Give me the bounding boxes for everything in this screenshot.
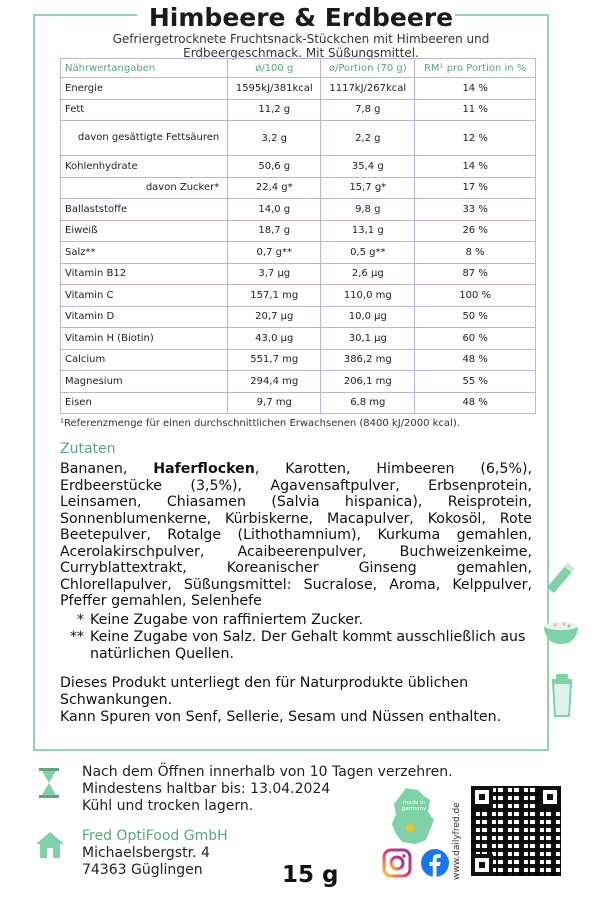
company-city: 74363 Güglingen [82,862,203,878]
nutrient-value: 9,7 mg [228,392,321,414]
nutrient-value: 55 % [415,371,536,393]
nutrient-value: 10,0 µg [321,306,415,328]
company-address [82,828,228,879]
nutrient-value: 14 % [415,78,536,100]
storage-line: Kühl und trocken lagern. [82,798,254,814]
nutrient-name: Salz** [61,242,228,264]
nutrient-value: 12 % [415,121,536,156]
storage-line: Nach dem Öffnen innerhalb von 10 Tagen verzehren. [82,764,453,780]
nutrient-value: 30,1 µg [321,328,415,350]
shaker-icon [548,672,576,718]
nutrient-value: 6,8 mg [321,392,415,414]
nutrient-name: Vitamin B12 [61,263,228,285]
website-link[interactable]: www.dailyfred.de [452,802,462,880]
nutrient-name: Vitamin H (Biotin) [61,328,228,350]
product-subtitle: Gefriergetrocknete Fruchtsnack-Stückchen mit Himbeeren und Erdbeergeschmack. Mit Süßungsmittel. [112,32,490,60]
nutrient-value: 1117kJ/267kcal [321,78,415,100]
table-row [61,199,536,221]
net-weight: 15 g [282,862,339,888]
nutrient-value: 48 % [415,349,536,371]
nutrition-table [60,58,536,414]
nutrient-value: 26 % [415,220,536,242]
disclaimer-line: Kann Spuren von Senf, Sellerie, Sesam und Nüssen enthalten. [60,709,502,725]
disclaimer [60,675,540,726]
header-cell: RM¹ pro Portion in % [415,59,536,78]
company-street: Michaelsbergstr. 4 [82,845,210,861]
nutrient-value: 14,0 g [228,199,321,221]
storage-line: Mindestens haltbar bis: 13.04.2024 [82,781,331,797]
nutrient-value: 551,7 mg [228,349,321,371]
nutrient-value: 35,4 g [321,156,415,178]
hourglass-icon [36,767,62,799]
nutrient-value: 20,7 µg [228,306,321,328]
nutrient-value: 87 % [415,263,536,285]
disclaimer-line: Dieses Produkt unterliegt den für Naturprodukte üblichen Schwankungen. [60,675,469,708]
nutrient-value: 50 % [415,306,536,328]
nutrient-value: 22,4 g* [228,177,321,199]
nutrient-value: 157,1 mg [228,285,321,307]
nutrient-value: 3,2 g [228,121,321,156]
table-row [61,242,536,264]
header-cell: ø/Portion (70 g) [321,59,415,78]
facebook-icon[interactable] [420,848,450,878]
note-mark: ** [69,629,84,645]
qr-code[interactable] [471,786,561,876]
table-row [61,349,536,371]
header-cell: Nährwertangaben [61,59,228,78]
ingredients-text [60,461,532,610]
nutrient-name: Eiweiß [61,220,228,242]
nutrient-value: 8 % [415,242,536,264]
table-row [61,156,536,178]
nutrient-value: 15,7 g* [321,177,415,199]
list-item [60,612,530,629]
ingredients-part: Bananen, [60,461,128,477]
table-row [61,371,536,393]
nutrient-value: 386,2 mg [321,349,415,371]
product-title: Himbeere & Erdbeere [148,3,454,32]
nutrient-value: 110,0 mg [321,285,415,307]
nutrient-value: 60 % [415,328,536,350]
table-row [61,78,536,100]
nutrient-value: 18,7 g [228,220,321,242]
nutrient-name: Vitamin D [61,306,228,328]
nutrient-value: 3,7 µg [228,263,321,285]
table-row [61,121,536,156]
header-cell: ø/100 g [228,59,321,78]
nutrient-value: 7,8 g [321,99,415,121]
nutrient-value: 9,8 g [321,199,415,221]
table-row [61,220,536,242]
nutrient-value: 50,6 g [228,156,321,178]
table-row [61,99,536,121]
home-icon [34,830,66,860]
germany-map-icon [388,786,438,846]
ingredients-part: , Karotten, Himbeeren (6,5%), Erdbeerstücke (3,5%), Agavensaftpulver, Erbsenprotein, Leinsamen, Chiasamen (Salvia hispanica), Reisprotein, Sonnenblumenkerne, Kürbiskerne, Macapulver, Kokosöl, Rote Beetepulver, Rotalge (Lithothamnium), Kurkuma gemahlen, Acerolakirschpulver, Acaibeerenpulver, Buchweizenkeime, Curryblattextrakt, Koreanischer Ginseng gemahlen, Chlorellapulver, Süßungsmittel: Sucralose, Aroma, Kelppulver, Pfeffer gemahlen, Selenhefe [60,461,532,609]
nutrient-name: Magnesium [61,371,228,393]
table-row [61,263,536,285]
nutrient-value: 13,1 g [321,220,415,242]
nutrient-name: Eisen [61,392,228,414]
nutrient-name: Ballaststoffe [61,199,228,221]
nutrient-value: 206,1 mg [321,371,415,393]
note-text: Keine Zugabe von raffiniertem Zucker. [90,612,364,628]
nutrient-name: davon Zucker* [61,177,228,199]
nutrient-value: 2,6 µg [321,263,415,285]
ingredients-heading: Zutaten [60,441,116,457]
table-row [61,392,536,414]
nutrient-value: 11 % [415,99,536,121]
nutrient-name: Vitamin C [61,285,228,307]
nutrient-value: 0,5 g** [321,242,415,264]
table-row [61,306,536,328]
reference-footnote: ¹Referenzmenge für einen durchschnittlichen Erwachsenen (8400 kJ/2000 kcal). [60,418,460,429]
nutrient-value: 17 % [415,177,536,199]
nutrient-value: 1595kJ/381kcal [228,78,321,100]
nutrient-value: 2,2 g [321,121,415,156]
nutrient-value: 0,7 g** [228,242,321,264]
instagram-icon[interactable] [382,848,412,878]
note-text: Keine Zugabe von Salz. Der Gehalt kommt ausschließlich aus natürlichen Quellen. [90,629,526,662]
table-header-row [61,59,536,78]
table-row [61,285,536,307]
nutrient-value: 100 % [415,285,536,307]
table-row [61,177,536,199]
made-in-germany-label: made in germany [401,800,427,812]
nutrient-name: davon gesättigte Fettsäuren [61,121,228,156]
nutrient-value: 43,0 µg [228,328,321,350]
list-item [60,629,530,663]
company-name: Fred OptiFood GmbH [82,828,228,844]
note-mark: * [76,612,84,628]
nutrient-name: Calcium [61,349,228,371]
nutrient-name: Fett [61,99,228,121]
table-row [61,328,536,350]
nutrient-name: Kohlenhydrate [61,156,228,178]
nutrient-value: 11,2 g [228,99,321,121]
nutrient-value: 33 % [415,199,536,221]
stick-pack-icon [544,560,578,594]
bowl-icon [540,608,582,650]
ingredient-allergen: Haferflocken [153,461,255,477]
nutrient-name: Energie [61,78,228,100]
notes-list [60,612,530,663]
nutrient-value: 48 % [415,392,536,414]
nutrient-value: 14 % [415,156,536,178]
nutrient-value: 294,4 mg [228,371,321,393]
